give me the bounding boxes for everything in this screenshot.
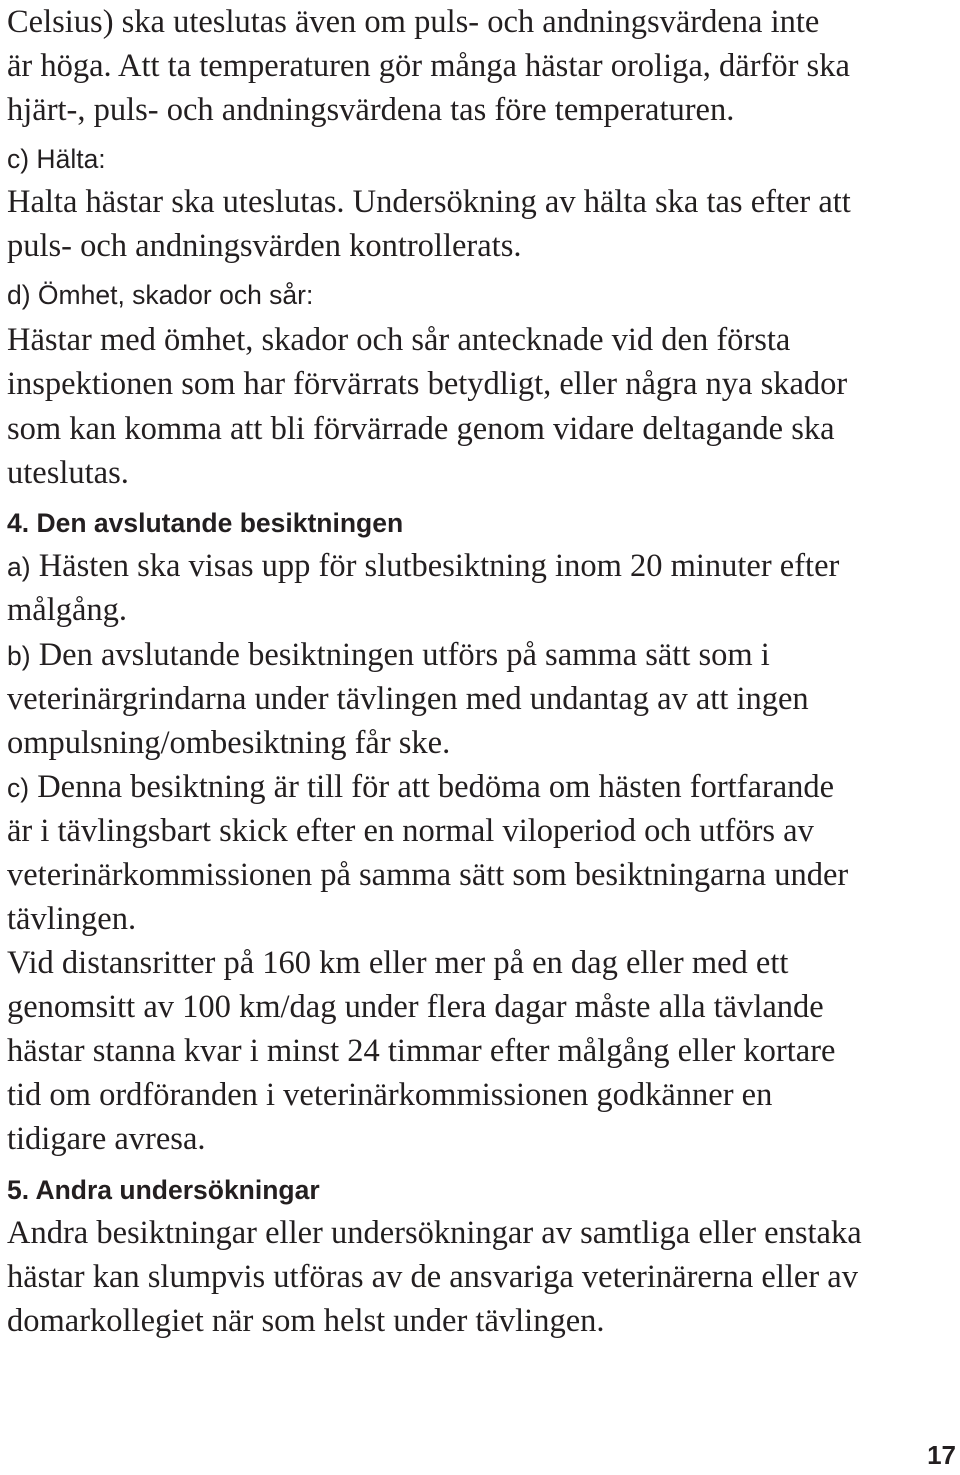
text-line: Vid distansritter på 160 km eller mer på en dag eller med ett — [7, 945, 789, 981]
paragraph-a-line — [7, 546, 839, 586]
paragraph-c-text: Denna besiktning är till för att bedöma om hästen fortfarande — [37, 769, 835, 805]
text-line: tävlingen. — [7, 901, 137, 937]
section-heading-4: 4. Den avslutande besiktningen — [7, 508, 404, 538]
text-line: domarkollegiet när som helst under tävlingen. — [7, 1303, 605, 1339]
text-line: hästar stanna kvar i minst 24 timmar efter målgång eller kortare — [7, 1033, 836, 1069]
text-line: ompulsning/ombesiktning får ske. — [7, 725, 451, 761]
text-line: veterinärkommissionen på samma sätt som besiktningarna under — [7, 857, 849, 893]
text-line: uteslutas. — [7, 455, 129, 491]
text-line: veterinärgrindarna under tävlingen med undantag av att ingen — [7, 681, 809, 717]
subheading-omhet: d) Ömhet, skador och sår: — [7, 280, 314, 310]
text-line: Halta hästar ska uteslutas. Undersökning av hälta ska tas efter att — [7, 184, 851, 220]
text-line: målgång. — [7, 592, 128, 628]
text-line: puls- och andningsvärden kontrollerats. — [7, 228, 522, 264]
section-heading-5: 5. Andra undersökningar — [7, 1175, 320, 1205]
text-line: Hästar med ömhet, skador och sår antecknade vid den första — [7, 322, 791, 358]
text-line: som kan komma att bli förvärrade genom vidare deltagande ska — [7, 411, 835, 447]
text-line: är i tävlingsbart skick efter en normal viloperiod och utförs av — [7, 813, 814, 849]
text-line: hästar kan slumpvis utföras av de ansvariga veterinärerna eller av — [7, 1259, 858, 1295]
paragraph-c-line — [7, 767, 834, 807]
paragraph-b-line — [7, 635, 770, 675]
text-line: tidigare avresa. — [7, 1121, 206, 1157]
paragraph-a-text: Hästen ska visas upp för slutbesiktning inom 20 minuter efter — [38, 548, 840, 584]
text-line: Celsius) ska uteslutas även om puls- och andningsvärdena inte — [7, 4, 820, 40]
text-line: hjärt-, puls- och andningsvärdena tas före temperaturen. — [7, 92, 735, 128]
text-line: genomsitt av 100 km/dag under flera dagar måste alla tävlande — [7, 989, 824, 1025]
page-number: 17 — [927, 1440, 956, 1470]
item-label-c: c) — [7, 773, 30, 803]
text-line: är höga. Att ta temperaturen gör många hästar oroliga, därför ska — [7, 48, 850, 84]
text-line: inspektionen som har förvärrats betydligt, eller några nya skador — [7, 366, 848, 402]
text-line: Andra besiktningar eller undersökningar av samtliga eller enstaka — [7, 1215, 862, 1251]
subheading-halta: c) Hälta: — [7, 144, 106, 174]
paragraph-b-text: Den avslutande besiktningen utförs på samma sätt som i — [38, 637, 770, 673]
text-line: tid om ordföranden i veterinärkommissionen godkänner en — [7, 1077, 773, 1113]
item-label-b: b) — [7, 641, 31, 671]
item-label-a: a) — [7, 552, 31, 582]
